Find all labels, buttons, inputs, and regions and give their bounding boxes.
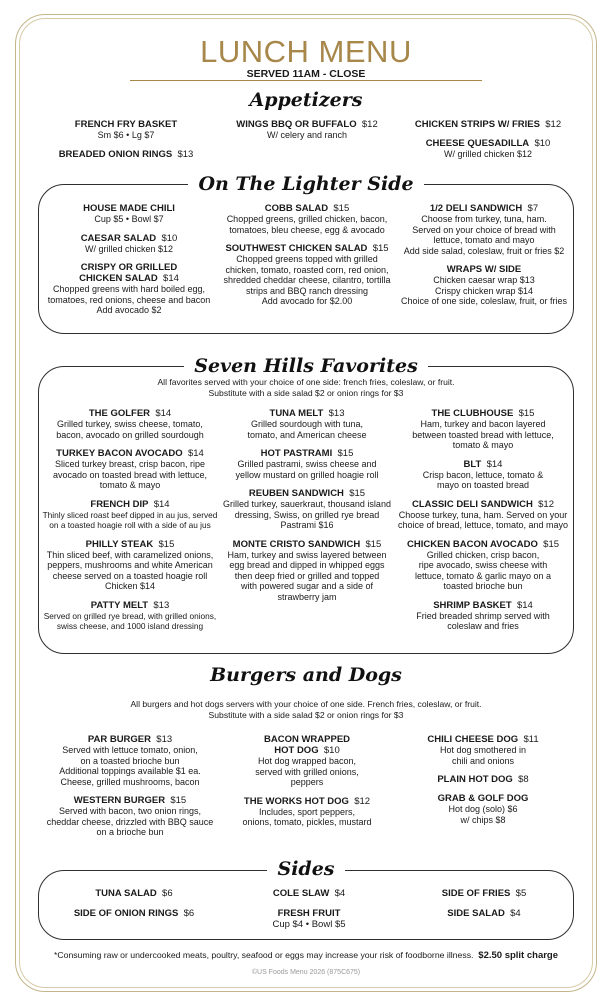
menu-item-description: on a brioche bun <box>96 827 164 837</box>
menu-item <box>216 243 398 307</box>
menu-item-name: THE GOLFER <box>88 408 151 419</box>
menu-item-description: w/ chips $8 <box>460 814 506 825</box>
menu-item-title <box>394 793 572 804</box>
menu-item <box>398 203 570 256</box>
menu-item-name: HOUSE MADE CHILI <box>83 203 175 214</box>
menu-item-description: Served with bacon, two onion rings, <box>58 806 202 816</box>
title-divider <box>130 80 482 81</box>
menu-item-description: dressing, Swiss, on grilled rye bread <box>234 509 380 520</box>
menu-item-name: PHILLY STEAK <box>85 538 154 550</box>
menu-item-price: $10 <box>161 232 178 244</box>
menu-item-description: Hot dog (solo) $6 <box>448 804 518 814</box>
menu-item-description: yellow mustard on grilled hoagie roll <box>235 469 379 480</box>
menu-item-name: BREADED ONION RINGS <box>58 148 173 160</box>
menu-item-description: Sliced turkey breast, crisp bacon, ripe <box>54 459 206 469</box>
menu-item <box>40 119 212 141</box>
menu-item <box>394 734 572 766</box>
favorites-col-1 <box>40 408 220 640</box>
menu-item-title <box>398 203 570 214</box>
menu-item-description: cheddar cheese, drizzled with BBQ sauce <box>46 816 214 827</box>
menu-item-name: CHEESE QUESADILLA <box>425 138 530 149</box>
menu-item-description: Add side salad, coleslaw, fruit or fries $2 <box>403 245 565 256</box>
menu-item-title <box>398 264 570 275</box>
menu-item-description: chili and onions <box>451 755 515 766</box>
menu-item-description: shredded cheddar cheese, cilantro, tortilla <box>223 275 391 285</box>
menu-item-description: tomatoes, red onions, cheese and bacon <box>47 294 211 305</box>
menu-item-title <box>40 448 220 459</box>
menu-item <box>42 262 216 316</box>
menu-item-name: WESTERN BURGER <box>73 795 166 806</box>
menu-item-description: Thin sliced beef, with caramelized onions, <box>46 549 214 560</box>
menu-item-description: on a toasted brioche bun <box>80 755 180 766</box>
menu-item-title <box>220 539 394 550</box>
menu-item-title <box>394 459 572 470</box>
menu-item-description: cheese served on a toasted hoagie roll <box>52 570 208 581</box>
menu-item-price: $15 <box>333 203 350 214</box>
menu-item-name: HOT DOG <box>274 745 319 756</box>
menu-item-title <box>40 734 220 745</box>
menu-item-title <box>394 774 572 785</box>
menu-item-description: Cup $5 • Bowl $7 <box>94 214 164 224</box>
menu-item-price: $15 <box>170 795 187 806</box>
menu-item-description: Crispy chicken wrap $14 <box>434 285 534 296</box>
menu-item-name: WINGS BBQ OR BUFFALO <box>236 119 357 130</box>
menu-item-title <box>220 745 394 756</box>
menu-item-description: on a toasted hoagie roll with a side of au jus <box>49 520 211 530</box>
menu-item-price: $15 <box>158 538 175 550</box>
menu-item-title <box>394 539 572 550</box>
menu-item-price: $15 <box>349 488 366 499</box>
menu-item-description: tomato, and American cheese <box>247 429 367 440</box>
menu-item-description: strips and BBQ ranch dressing <box>245 285 369 296</box>
favorites-heading: Seven Hills Favorites <box>0 355 612 377</box>
menu-item-description: Pastrami $16 <box>280 520 334 530</box>
menu-item-name: THE CLUBHOUSE <box>431 408 514 419</box>
menu-item-description: Crisp bacon, lettuce, tomato & <box>422 469 544 480</box>
menu-item-name: THE WORKS HOT DOG <box>243 795 349 807</box>
menu-item-name: CLASSIC DELI SANDWICH <box>411 498 533 510</box>
appetizers-col-2 <box>212 119 402 149</box>
menu-item-price: $10 <box>534 138 551 149</box>
menu-item-description: coleslaw and fries <box>447 621 519 631</box>
burgers-col-3 <box>394 734 572 833</box>
menu-item-price: $12 <box>354 795 371 807</box>
side-item: SIDE OF FRIES $5 <box>441 888 527 899</box>
menu-item <box>398 264 570 307</box>
menu-item-title <box>402 138 574 149</box>
menu-item-price: $15 <box>518 408 535 419</box>
menu-item-description: Chicken $14 <box>104 581 156 591</box>
menu-item <box>42 233 216 255</box>
menu-item-description: Hot dog smothered in <box>439 745 527 755</box>
menu-item-description: Served on grilled rye bread, with grilled onions, <box>43 610 217 621</box>
sides-heading: Sides <box>0 858 612 880</box>
menu-item-title <box>40 499 220 510</box>
menu-item-name: GRAB & GOLF DOG <box>437 793 529 804</box>
menu-item <box>40 734 220 787</box>
menu-item-description: Choice of one side, coleslaw, fruit, or fries <box>400 296 568 306</box>
menu-item <box>216 203 398 235</box>
lighter-col-3 <box>398 203 570 315</box>
menu-item-description: W/ grilled chicken $12 <box>84 243 174 254</box>
menu-item-name: CHICKEN BACON AVOCADO <box>406 538 538 550</box>
menu-item-description: bacon, avocado on grilled sourdough <box>56 429 204 440</box>
menu-item-title <box>40 795 220 806</box>
menu-item-description: then deep fried or grilled and topped <box>234 570 380 581</box>
menu-item-description: peppers <box>290 777 324 787</box>
menu-item-name: PATTY MELT <box>90 599 149 611</box>
menu-item-description: Served on your choice of bread with <box>412 224 556 235</box>
menu-item-description: lettuce, tomato and mayo <box>433 235 535 245</box>
menu-item <box>220 488 394 531</box>
appetizers-col-1 <box>40 119 212 168</box>
burgers-note: All burgers and hot dogs servers with your choice of one side. French fries, coleslaw, or fruit. Substitute with a side salad $2 or onion rings for $3 <box>130 699 482 720</box>
menu-item <box>394 600 572 632</box>
menu-item-description: Add avocado $2 <box>96 305 162 315</box>
menu-item-name: PLAIN HOT DOG <box>437 774 513 785</box>
menu-item-price: $8 <box>518 774 529 785</box>
menu-item-price: $14 <box>516 599 533 611</box>
served-hours: SERVED 11AM - CLOSE <box>246 68 366 80</box>
menu-item-description: egg bread and dipped in whipped eggs <box>229 560 385 570</box>
menu-item-description: strawberry jam <box>277 591 337 602</box>
burgers-col-1 <box>40 734 220 846</box>
menu-item-price: $14 <box>163 273 179 284</box>
burgers-heading: Burgers and Dogs <box>0 664 612 686</box>
menu-item <box>40 408 220 440</box>
menu-item-title <box>394 408 572 419</box>
menu-item-title <box>40 600 220 611</box>
menu-item <box>40 600 220 632</box>
menu-item-title <box>40 408 220 419</box>
menu-item-name: FRENCH FRY BASKET <box>74 119 178 130</box>
menu-item-price: $12 <box>538 498 554 510</box>
menu-title: LUNCH MENU <box>200 34 412 69</box>
menu-item-price: $7 <box>527 203 539 214</box>
copyright: ©US Foods Menu 2026 (875C675) <box>251 969 361 976</box>
menu-item-price: $15 <box>372 243 389 254</box>
menu-item-description: Grilled pastrami, swiss cheese and <box>237 459 377 469</box>
menu-item <box>394 499 572 531</box>
menu-item-description: Hot dog wrapped bacon, <box>257 756 357 766</box>
menu-item <box>40 448 220 491</box>
menu-item-title <box>220 488 394 499</box>
menu-item-price: $12 <box>545 119 562 130</box>
menu-item-title <box>216 243 398 254</box>
menu-item-title <box>220 408 394 419</box>
menu-item-description: Add avocado for $2.00 <box>261 296 353 306</box>
lighter-col-2 <box>216 203 398 315</box>
menu-item-description: Choose turkey, tuna, ham. Served on your <box>398 509 568 520</box>
menu-item <box>394 793 572 825</box>
side-item: COLE SLAW $4 <box>272 888 346 899</box>
menu-item-name: CHICKEN STRIPS W/ FRIES <box>414 119 540 130</box>
menu-item-price: $15 <box>543 538 560 550</box>
menu-item-description: Sm $6 • Lg $7 <box>97 130 155 140</box>
menu-item-name: TURKEY BACON AVOCADO <box>56 448 183 459</box>
menu-item-name: COBB SALAD <box>264 203 329 214</box>
menu-item-title <box>220 448 394 459</box>
menu-item-description: Choose from turkey, tuna, ham. <box>421 214 547 224</box>
menu-item <box>40 149 212 160</box>
footer-disclaimer: *Consuming raw or undercooked meats, poultry, seafood or eggs may increase your risk of foodborne illness. $2.50 split charge <box>53 950 559 961</box>
menu-item-name: 1/2 DELI SANDWICH <box>429 203 523 214</box>
menu-item <box>394 539 572 592</box>
menu-item-description: Chopped greens with hard boiled egg, <box>52 284 206 294</box>
menu-item-description: Grilled turkey, sauerkraut, thousand island <box>223 499 391 509</box>
menu-item <box>220 734 394 788</box>
menu-item-name: BACON WRAPPED <box>263 734 351 745</box>
favorites-col-3 <box>394 408 572 640</box>
menu-item-description: Served with lettuce tomato, onion, <box>62 745 198 755</box>
lighter-side-heading: On The Lighter Side <box>0 173 612 195</box>
menu-item-description: toasted brioche bun <box>443 581 523 591</box>
menu-item-name: TUNA MELT <box>269 408 324 419</box>
menu-item <box>220 448 394 480</box>
menu-item-description: tomatoes, bleu cheese, egg & avocado <box>229 224 385 235</box>
menu-item-price: $15 <box>337 448 354 459</box>
side-item: SIDE OF ONION RINGS $6 <box>73 908 195 919</box>
menu-item-title <box>216 203 398 214</box>
menu-item-description: Ham, turkey and swiss layered between <box>227 549 387 560</box>
menu-item-price: $11 <box>523 734 539 745</box>
menu-item <box>220 408 394 440</box>
menu-item-description: Ham, turkey and bacon layered <box>420 419 546 429</box>
menu-item-name: PAR BURGER <box>87 734 152 745</box>
menu-item-description: Chicken caesar wrap $13 <box>433 275 535 285</box>
menu-item-title <box>402 119 574 130</box>
menu-item-name: WRAPS W/ SIDE <box>446 264 522 275</box>
menu-item <box>394 408 572 451</box>
side-item: TUNA SALAD $6 <box>95 888 173 899</box>
menu-item-price: $12 <box>361 119 378 130</box>
menu-item-price: $13 <box>156 734 173 745</box>
menu-item-description: Grilled chicken, crisp bacon, <box>426 549 540 560</box>
menu-item <box>212 119 402 141</box>
menu-item-description: tomato & mayo <box>99 480 161 490</box>
menu-item-description: Fried breaded shrimp served with <box>416 610 550 621</box>
menu-item-title <box>394 734 572 745</box>
menu-item-description: served with grilled onions, <box>255 766 359 777</box>
menu-item-title <box>42 273 216 284</box>
menu-item <box>42 203 216 225</box>
lighter-col-1 <box>42 203 216 324</box>
menu-item-name: REUBEN SANDWICH <box>248 488 344 499</box>
menu-item-price: $14 <box>155 408 172 419</box>
menu-item-description: mayo on toasted bread <box>436 480 530 490</box>
menu-item-description: ripe avocado, swiss cheese with <box>418 560 548 570</box>
menu-item-description: Grilled turkey, swiss cheese, tomato, <box>57 419 203 429</box>
menu-item <box>40 795 220 838</box>
menu-item-name: CRISPY OR GRILLED <box>80 262 178 273</box>
menu-item-description: swiss cheese, and 1000 island dressing <box>56 621 204 631</box>
menu-item-title <box>40 539 220 550</box>
menu-item-title <box>42 203 216 214</box>
menu-item-price: $10 <box>323 745 340 756</box>
favorites-note: All favorites served with your choice of one side: french fries, coleslaw, or fruit. Substitute with a side salad $2 or onion rings for $3 <box>157 377 455 398</box>
menu-item-price: $13 <box>177 148 194 160</box>
appetizers-col-3 <box>402 119 574 168</box>
menu-item-title <box>394 499 572 510</box>
menu-item <box>40 539 220 592</box>
menu-item-description: avocado on toasted bread with lettuce, <box>52 469 208 480</box>
menu-item-description: Thinly sliced roast beef dipped in au jus, served <box>42 509 218 520</box>
menu-item-name: CHICKEN SALAD <box>79 273 158 284</box>
menu-item <box>402 119 574 130</box>
menu-item-description: with powered sugar and a side of <box>240 581 374 591</box>
menu-item-price: $13 <box>153 599 170 611</box>
burgers-col-2 <box>220 734 394 836</box>
menu-item-price: $14 <box>153 498 170 510</box>
menu-item-name: HOT PASTRAMI <box>260 448 333 459</box>
menu-item-description: tomato & mayo <box>452 440 514 450</box>
menu-item <box>220 796 394 828</box>
menu-item-title <box>40 149 212 160</box>
menu-item-name: FRENCH DIP <box>90 498 149 510</box>
menu-item-description: choice of bread, lettuce, tomato, and mayo <box>397 520 569 530</box>
menu-item-description: W/ grilled chicken $12 <box>443 149 533 159</box>
menu-item-name: SHRIMP BASKET <box>433 599 512 611</box>
menu-item-price: $13 <box>328 408 345 419</box>
menu-item-description: Chopped greens, grilled chicken, bacon, <box>226 214 388 224</box>
menu-item-description: Cheese, grilled mushrooms, bacon <box>60 776 200 787</box>
favorites-col-2 <box>220 408 394 610</box>
menu-item-name: BLT <box>463 458 482 470</box>
menu-item-description: lettuce, tomato & garlic mayo on a <box>414 570 552 581</box>
menu-item <box>402 138 574 160</box>
menu-item <box>394 774 572 785</box>
menu-item-description: Additional toppings available $1 ea. <box>59 766 201 776</box>
menu-item-price: $14 <box>187 448 204 459</box>
side-item: SIDE SALAD $4 <box>447 908 521 919</box>
menu-item-title <box>212 119 402 130</box>
menu-item-title <box>40 119 212 130</box>
menu-item <box>40 499 220 531</box>
menu-item-price: $14 <box>486 458 503 470</box>
menu-item-description: peppers, mushrooms and white American <box>47 560 213 570</box>
menu-item-description: chicken, tomato, roasted corn, red onion, <box>225 264 389 275</box>
menu-item-description: Chopped greens topped with grilled <box>236 254 378 264</box>
menu-item-name: SOUTHWEST CHICKEN SALAD <box>225 243 368 254</box>
menu-item-title <box>42 233 216 244</box>
menu-item-name: CAESAR SALAD <box>80 232 157 244</box>
menu-item <box>394 459 572 491</box>
menu-item-title <box>394 600 572 611</box>
menu-item-description: Grilled sourdough with tuna, <box>250 419 364 429</box>
menu-item-description: onions, tomato, pickles, mustard <box>242 817 372 827</box>
appetizers-heading: Appetizers <box>0 89 612 111</box>
menu-item-title <box>220 796 394 807</box>
menu-item-name: CHILI CHEESE DOG <box>427 734 519 745</box>
menu-item-name: MONTE CRISTO SANDWICH <box>232 538 361 550</box>
menu-item-description: between toasted bread with lettuce, <box>412 429 554 440</box>
menu-item <box>220 539 394 603</box>
menu-item-price: $15 <box>365 538 382 550</box>
menu-item-description: Includes, sport peppers, <box>258 806 356 817</box>
menu-item-description: W/ celery and ranch <box>266 130 348 140</box>
side-item: FRESH FRUIT Cup $4 • Bowl $5 <box>272 908 346 930</box>
